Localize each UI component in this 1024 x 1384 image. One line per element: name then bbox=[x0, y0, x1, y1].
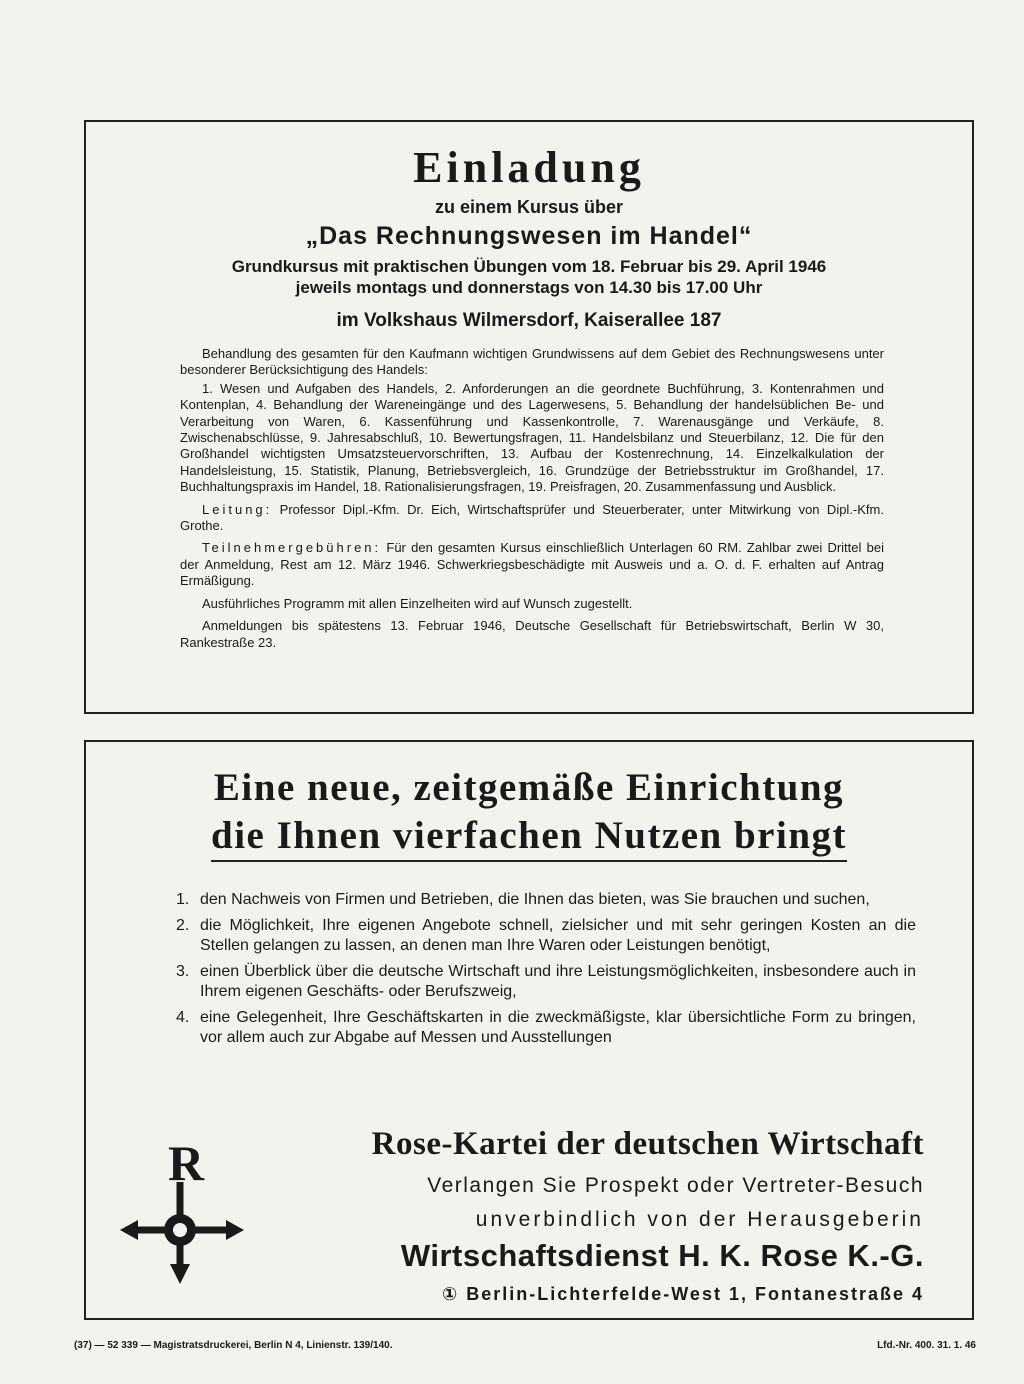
invitation-subtitle: zu einem Kursus über bbox=[434, 197, 624, 217]
course-dates-line-2: jeweils montags und donnerstags von 14.30 bis 17.00 Uhr bbox=[295, 278, 763, 297]
advert-headline bbox=[86, 764, 972, 862]
list-item bbox=[176, 890, 916, 910]
leitung-label: Leitung: bbox=[202, 501, 273, 517]
invitation-topics: 1. Wesen und Aufgaben des Handels, 2. Anforderungen an die geordnete Buchführung, 3. Kontenrahmen und Kontenplan, 4. Behandlung der Wareneingänge und des Lagerwesens, 5. Behandlung der handelsüblichen Be- und Verarbeitung von Waren, 6. Kassenführung und Kassenkontrolle, 7. Warenausgänge und Verkäufe, 8. Zwischenabschlüsse, 9. Jahresabschluß, 10. Bewertungsfragen, 11. Handelsbilanz und Steuerbilanz, 12. Die für den Großhandel wichtigsten Umsatzsteuervorschriften, 13. Aufbau der Kostenrechnung, 14. Einzelkalkulation der Handelsleistung, 15. Statistik, Planung, Betriebsvergleich, 16. Grundzüge der Betriebsstruktur im Großhandel, 17. Buchhaltungspraxis im Handel, 18. Rationalisierungsfragen, 19. Preisfragen, 20. Zusammenfassung und Ausblick. bbox=[180, 380, 884, 495]
rose-address: ① Berlin-Lichterfelde-West 1, Fontanestraße 4 bbox=[442, 1284, 924, 1304]
invitation-body bbox=[180, 346, 884, 657]
course-title: „Das Rechnungswesen im Handel“ bbox=[305, 222, 753, 250]
advert-headline-line-2: die Ihnen vierfachen Nutzen bringt bbox=[211, 812, 847, 862]
rose-prospekt-line: Verlangen Sie Prospekt oder Vertreter-Besuch bbox=[427, 1174, 924, 1197]
course-dates bbox=[86, 256, 972, 298]
advert-benefit-list bbox=[176, 890, 916, 1054]
fees-text: Für den gesamten Kursus einschließlich Unterlagen 60 RM. Zahlbar zwei Drittel bei der Anmeldung, Rest am 12. März 1946. Schwerkriegsbeschädigte mit Ausweis und a. O. d. F. erhalten auf Antrag Ermäßigung. bbox=[180, 540, 884, 589]
logo-letter: R bbox=[168, 1138, 205, 1191]
invitation-title: Einladung bbox=[413, 143, 645, 192]
course-dates-line-1: Grundkursus mit praktischen Übungen vom 18. Februar bis 29. April 1946 bbox=[231, 257, 827, 276]
advert-headline-line-1: Eine neue, zeitgemäße Einrichtung bbox=[213, 766, 845, 809]
fees-label: Teilnehmergebühren: bbox=[202, 540, 382, 556]
list-item-number: 4. bbox=[176, 1009, 190, 1026]
list-item-number: 1. bbox=[176, 891, 190, 908]
list-item-text: die Möglichkeit, Ihre eigenen Angebote schnell, zielsicher und mit sehr geringen Kosten an die Stellen gelangen zu lassen, an denen man Ihre Waren oder Leistungen benötigt, bbox=[200, 917, 916, 954]
invitation-program-note: Ausführliches Programm mit allen Einzelheiten wird auf Wunsch zugestellt. bbox=[202, 595, 633, 611]
invitation-leitung bbox=[180, 502, 884, 535]
invitation-fees bbox=[180, 540, 884, 589]
rose-kartei-title: Rose-Kartei der deutschen Wirtschaft bbox=[371, 1126, 924, 1162]
footer-serial: Lfd.-Nr. 400. 31. 1. 46 bbox=[877, 1340, 976, 1351]
footer-print-info: (37) — 52 339 — Magistratsdruckerei, Berlin N 4, Linienstr. 139/140. bbox=[74, 1340, 393, 1351]
invitation-intro: Behandlung des gesamten für den Kaufmann wichtigen Grundwissens auf dem Gebiet des Rechnungswesens unter besonderer Berücksichtigung des Handels: bbox=[180, 346, 884, 378]
list-item bbox=[176, 962, 916, 1002]
rose-compass-logo-icon bbox=[116, 1138, 256, 1288]
list-item-text: den Nachweis von Firmen und Betrieben, die Ihnen das bieten, was Sie brauchen und suchen, bbox=[200, 891, 870, 908]
invitation-registration: Anmeldungen bis spätestens 13. Februar 1946, Deutsche Gesellschaft für Betriebswirtschaft, Berlin W 30, Rankestraße 23. bbox=[180, 618, 884, 650]
rose-unverbindlich-line: unverbindlich von der Herausgeberin bbox=[475, 1208, 924, 1231]
list-item-number: 3. bbox=[176, 963, 190, 980]
list-item-text: einen Überblick über die deutsche Wirtschaft und ihre Leistungsmöglichkeiten, insbesondere auch in Ihrem eigenen Geschäfts- oder Berufszweig, bbox=[200, 963, 916, 1000]
leitung-text: Professor Dipl.-Kfm. Dr. Eich, Wirtschaftsprüfer und Steuerberater, unter Mitwirkung von Dipl.-Kfm. Grothe. bbox=[180, 501, 884, 534]
list-item bbox=[176, 916, 916, 956]
course-venue: im Volkshaus Wilmersdorf, Kaiserallee 187 bbox=[336, 310, 722, 331]
list-item bbox=[176, 1008, 916, 1048]
rose-company-name: Wirtschaftsdienst H. K. Rose K.-G. bbox=[400, 1238, 924, 1273]
advert-box bbox=[84, 740, 974, 1320]
invitation-box bbox=[84, 120, 974, 714]
list-item-number: 2. bbox=[176, 917, 190, 934]
list-item-text: eine Gelegenheit, Ihre Geschäftskarten in die zweckmäßigste, klar übersichtliche Form zu bringen, vor allem auch zur Abgabe auf Messen und Ausstellungen bbox=[200, 1009, 916, 1046]
